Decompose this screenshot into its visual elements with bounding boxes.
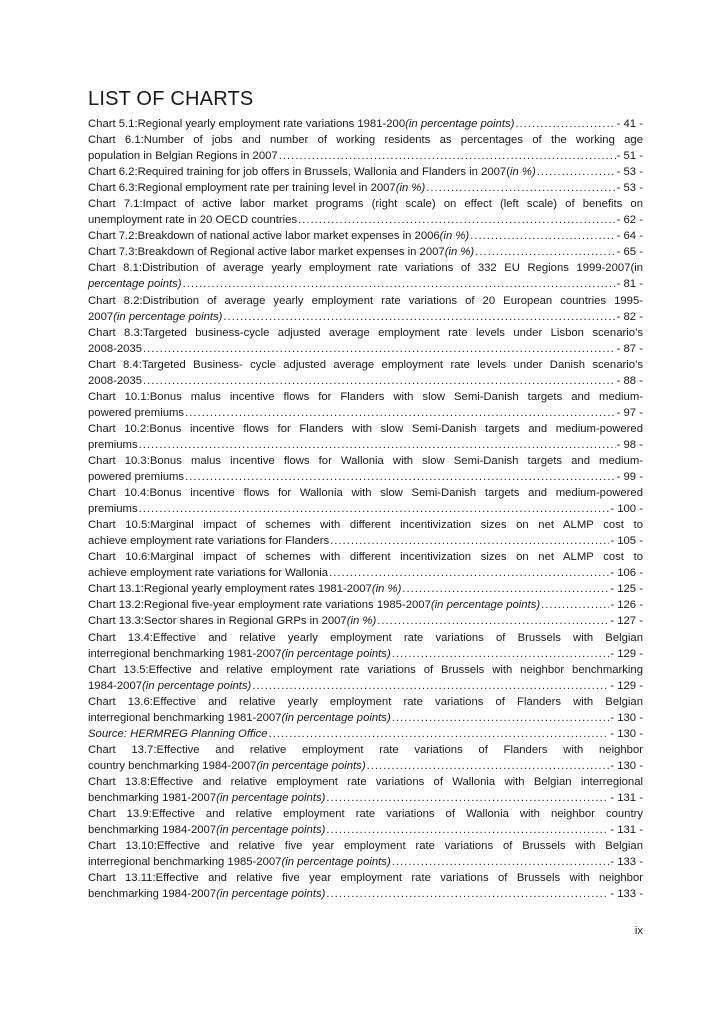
- dot-leader: [475, 244, 615, 260]
- toc-entry-label-italic: percentage points): [88, 278, 182, 291]
- toc-entry[interactable]: [88, 164, 643, 180]
- toc-entry[interactable]: [88, 357, 643, 389]
- toc-entry-label: [88, 646, 391, 662]
- toc-entry-last-line: [88, 710, 643, 726]
- toc-entry[interactable]: [88, 132, 643, 164]
- toc-entry[interactable]: [88, 244, 643, 260]
- toc-entry-text-line: Chart 10.5:Marginal impact of schemes with different incentivization sizes on net ALMP cost to: [88, 519, 643, 532]
- toc-entry-last-line: [88, 758, 643, 774]
- toc-entry-label-italic: (in percentage points): [256, 759, 366, 772]
- toc-entry-label-text: benchmarking 1984-2007: [88, 888, 217, 901]
- toc-entry-last-line: [88, 437, 643, 453]
- toc-entry-label-italic: (in %): [346, 615, 377, 628]
- toc-entry-last-line: [88, 565, 643, 581]
- toc-entry-label-italic: (in %): [371, 583, 402, 596]
- dot-leader: [392, 646, 610, 662]
- toc-entry-label-italic: Source: HERMREG Planning Office: [88, 727, 268, 740]
- chart-list: [88, 116, 643, 902]
- dot-leader: [537, 164, 616, 180]
- toc-entry-label-italic: (in percentage points): [216, 824, 326, 837]
- toc-entry[interactable]: [88, 581, 643, 597]
- toc-entry-label-italic: in %): [509, 166, 536, 179]
- dot-leader: [139, 437, 616, 453]
- dot-leader: [279, 148, 616, 164]
- toc-entry-label-italic: (in %): [395, 182, 426, 195]
- toc-entry-label-text: 2007: [88, 310, 114, 323]
- toc-entry-label-text: powered premiums: [88, 471, 185, 484]
- toc-entry-label: [88, 613, 376, 629]
- toc-entry-label-italic: (in percentage points): [430, 599, 541, 612]
- toc-entry-page: - 64 -: [616, 230, 643, 243]
- toc-entry-label-italic: (in percentage points): [216, 888, 326, 901]
- toc-entry[interactable]: [88, 597, 643, 613]
- toc-entry-page: - 81 -: [616, 278, 643, 291]
- toc-entry-last-line: [88, 822, 643, 838]
- toc-entry-last-line: [88, 405, 643, 421]
- toc-entry[interactable]: [88, 180, 643, 196]
- toc-entry-last-line: [88, 164, 643, 180]
- toc-entry-page: - 53 -: [616, 182, 643, 195]
- toc-entry-label-text: benchmarking 1984-2007: [88, 824, 217, 837]
- toc-entry[interactable]: [88, 485, 643, 517]
- toc-entry-label-text: benchmarking 1981-2007: [88, 791, 217, 804]
- toc-entry[interactable]: [88, 630, 643, 662]
- dot-leader: [223, 309, 615, 325]
- toc-entry[interactable]: [88, 325, 643, 357]
- toc-entry[interactable]: [88, 838, 643, 870]
- toc-entry-label: [88, 726, 268, 742]
- toc-entry-label-italic: (in percentage points): [281, 711, 391, 724]
- toc-entry[interactable]: [88, 453, 643, 485]
- toc-entry-page: - 106 -: [610, 567, 643, 580]
- toc-entry-page: - 125 -: [610, 583, 643, 596]
- toc-entry-last-line: [88, 726, 643, 742]
- toc-entry-last-line: [88, 501, 643, 517]
- toc-entry[interactable]: [88, 196, 643, 228]
- list-of-charts-page: [88, 86, 643, 902]
- toc-entry-last-line: [88, 148, 643, 164]
- toc-entry-label-italic: (in percentage points): [281, 856, 391, 869]
- dot-leader: [185, 469, 616, 485]
- toc-entry-page: - 129 -: [610, 679, 643, 692]
- toc-entry-last-line: [88, 597, 643, 613]
- toc-entry-last-line: [88, 373, 643, 389]
- toc-entry-label: [88, 501, 138, 517]
- toc-entry[interactable]: [88, 293, 643, 325]
- toc-entry-label: [88, 405, 184, 421]
- toc-entry-text-line: Chart 7.1:Impact of active labor market programs (right scale) on effect (left scale) of benefits on: [88, 198, 643, 211]
- toc-entry-text-line: Chart 13.5:Effective and relative employment rate variations of Brussels with neighbor benchmarking: [88, 663, 643, 676]
- dot-leader: [470, 228, 615, 244]
- toc-entry-last-line: [88, 116, 643, 132]
- toc-entry-last-line: [88, 533, 643, 549]
- toc-entry-text-line: Chart 13.11:Effective and relative five year employment rate variations of Brussels with neighbor: [88, 872, 643, 885]
- toc-entry-label-text: Chart 13.2:Regional five-year employment rate variations 1985-2007: [88, 599, 431, 612]
- toc-entry-label-text: 1984-2007: [88, 679, 143, 692]
- toc-entry-page: - 130 -: [610, 711, 643, 724]
- dot-leader: [330, 533, 609, 549]
- toc-entry-last-line: [88, 613, 643, 629]
- toc-entry-label-italic: (in percentage points): [113, 310, 223, 323]
- toc-entry-last-line: [88, 790, 643, 806]
- dot-leader: [326, 790, 609, 806]
- toc-entry-last-line: [88, 581, 643, 597]
- toc-entry[interactable]: [88, 806, 643, 838]
- toc-entry-label-text: interregional benchmarking 1981-2007: [88, 711, 282, 724]
- toc-entry-text-line: Chart 13.9:Effective and relative employment rate variations of Wallonia with neighbor country: [88, 808, 643, 821]
- dot-leader: [329, 565, 609, 581]
- toc-entry-page: - 82 -: [616, 310, 643, 323]
- dot-leader: [143, 341, 616, 357]
- toc-entry-page: - 98 -: [616, 438, 643, 451]
- toc-entry-page: - 133 -: [610, 888, 643, 901]
- toc-entry-label-italic: (in percentage points): [216, 791, 326, 804]
- toc-entry-text-line: Chart 13.6:Effective and relative yearly employment rate variations of Flanders with Belgian: [88, 695, 643, 708]
- toc-entry-page: - 65 -: [616, 246, 643, 259]
- toc-entry-label: [88, 437, 138, 453]
- toc-entry-label: [88, 244, 474, 260]
- toc-entry-page: - 99 -: [616, 471, 643, 484]
- toc-entry-label-text: achieve employment rate variations for Flanders: [88, 535, 330, 548]
- toc-entry-page: - 105 -: [610, 535, 643, 548]
- toc-entry-text-line: Chart 13.8:Effective and relative employment rate variations of Wallonia with Belgian interregional: [88, 775, 643, 788]
- toc-entry[interactable]: [88, 726, 643, 742]
- toc-entry-label-text: unemployment rate in 20 OECD countries: [88, 214, 298, 227]
- toc-entry-page: - 62 -: [616, 214, 643, 227]
- toc-entry-label: [88, 164, 536, 180]
- toc-entry-last-line: [88, 341, 643, 357]
- toc-entry[interactable]: [88, 116, 643, 132]
- toc-entry-last-line: [88, 180, 643, 196]
- toc-entry-last-line: [88, 678, 643, 694]
- toc-entry[interactable]: [88, 613, 643, 629]
- toc-entry[interactable]: [88, 662, 643, 694]
- toc-entry-page: - 100 -: [610, 503, 643, 516]
- toc-entry[interactable]: [88, 260, 643, 292]
- toc-entry[interactable]: [88, 228, 643, 244]
- toc-entry-label-italic: (in percentage points): [405, 118, 515, 130]
- toc-entry-label: [88, 180, 425, 196]
- toc-entry-page: - 133 -: [610, 856, 643, 869]
- toc-entry-label: [88, 854, 391, 870]
- toc-entry-label-italic: (in %): [439, 230, 470, 243]
- toc-entry-label: [88, 790, 325, 806]
- toc-entry-text-line: Chart 10.4:Bonus incentive flows for Wallonia with slow Semi-Danish targets and medium-powered: [88, 487, 643, 500]
- toc-entry-page: - 126 -: [610, 599, 643, 612]
- toc-entry-page: - 53 -: [616, 166, 643, 179]
- toc-entry-text-line: Chart 8.1:Distribution of average yearly employment rate variations of 332 EU Regions 1999-2007(in: [88, 262, 643, 275]
- toc-entry-last-line: [88, 646, 643, 662]
- toc-entry-label-text: interregional benchmarking 1985-2007: [88, 856, 282, 869]
- toc-entry-label-text: Chart 7.2:Breakdown of national active labor market expenses in 2006: [88, 230, 440, 243]
- toc-entry-text-line: Chart 8.4:Targeted Business- cycle adjusted average employment rate levels under Danish scenario’s: [88, 358, 643, 371]
- toc-entry-text-line: Chart 10.3:Bonus malus incentive flows for Wallonia with slow Semi-Danish targets and medium-: [88, 454, 643, 467]
- toc-entry-last-line: [88, 244, 643, 260]
- dot-leader: [541, 597, 609, 613]
- toc-entry-page: - 88 -: [616, 374, 643, 387]
- toc-entry-page: - 130 -: [610, 727, 643, 740]
- toc-entry-label-text: interregional benchmarking 1981-2007: [88, 647, 282, 660]
- toc-entry-text-line: Chart 8.3:Targeted business-cycle adjusted average employment rate levels under Lisbon scenario’s: [88, 326, 643, 339]
- toc-entry-label: [88, 533, 329, 549]
- dot-leader: [392, 854, 610, 870]
- toc-entry-label-text: 2008-2035: [88, 342, 143, 355]
- toc-entry[interactable]: [88, 870, 643, 902]
- toc-entry[interactable]: [88, 742, 643, 774]
- toc-entry-label: [88, 581, 401, 597]
- toc-entry-label-italic: (in %): [444, 246, 475, 259]
- toc-entry-page: - 51 -: [616, 150, 643, 163]
- toc-entry-label-text: 2008-2035: [88, 374, 143, 387]
- page-number: ix: [634, 925, 643, 937]
- toc-entry[interactable]: [88, 774, 643, 806]
- dot-leader: [326, 886, 609, 902]
- dot-leader: [298, 212, 616, 228]
- toc-entry-label: [88, 678, 251, 694]
- toc-entry-label: [88, 469, 184, 485]
- toc-entry-label: [88, 116, 514, 132]
- toc-entry-label: [88, 276, 182, 292]
- toc-entry-last-line: [88, 228, 643, 244]
- toc-entry-label-text: country benchmarking 1984-2007: [88, 759, 257, 772]
- toc-entry-label-text: Chart 6.3:Regional employment rate per training level in 2007: [88, 182, 396, 195]
- toc-entry-page: - 131 -: [610, 791, 643, 804]
- toc-entry-label-italic: (in percentage points): [142, 679, 252, 692]
- toc-entry-text-line: Chart 10.6:Marginal impact of schemes with different incentivization sizes on net ALMP cost to: [88, 551, 643, 564]
- toc-entry-last-line: [88, 276, 643, 292]
- toc-entry-page: - 41 -: [616, 118, 643, 130]
- dot-leader: [183, 276, 616, 292]
- toc-entry-page: - 127 -: [610, 615, 643, 628]
- toc-entry-label: [88, 886, 325, 902]
- toc-entry[interactable]: [88, 389, 643, 421]
- toc-entry-label: [88, 373, 142, 389]
- toc-entry-label-text: Chart 5.1:Regional yearly employment rate variations 1981-200: [88, 118, 406, 130]
- toc-entry[interactable]: [88, 517, 643, 549]
- toc-entry-label-text: Chart 13.3:Sector shares in Regional GRPs in 2007: [88, 615, 347, 628]
- toc-entry-label: [88, 341, 142, 357]
- dot-leader: [252, 678, 609, 694]
- toc-entry-label-text: Chart 13.1:Regional yearly employment rates 1981-2007: [88, 583, 372, 596]
- toc-entry-label-text: premiums: [88, 503, 138, 516]
- toc-entry-label: [88, 228, 469, 244]
- toc-entry-label: [88, 710, 391, 726]
- dot-leader: [367, 758, 610, 774]
- toc-entry-last-line: [88, 212, 643, 228]
- toc-entry-page: - 130 -: [610, 759, 643, 772]
- toc-entry-text-line: Chart 13.10:Effective and relative five year employment rate variations of Brussels with Belgian: [88, 840, 643, 853]
- toc-entry-label-text: Chart 6.2:Required training for job offers in Brussels, Wallonia and Flanders in 2007(: [88, 166, 510, 179]
- toc-entry-page: - 129 -: [610, 647, 643, 660]
- dot-leader: [426, 180, 615, 196]
- toc-entry-label: [88, 822, 325, 838]
- toc-entry-text-line: Chart 6.1:Number of jobs and number of working residents as percentages of the working age: [88, 134, 643, 147]
- dot-leader: [402, 581, 609, 597]
- dot-leader: [143, 373, 616, 389]
- toc-entry-label-text: achieve employment rate variations for Wallonia: [88, 567, 329, 580]
- toc-entry-text-line: Chart 8.2:Distribution of average yearly employment rate variations of 20 European countries 1995-: [88, 294, 643, 307]
- toc-entry-page: - 131 -: [610, 824, 643, 837]
- toc-entry-label-text: powered premiums: [88, 406, 185, 419]
- dot-leader: [377, 613, 609, 629]
- page-title: LIST OF CHARTS: [88, 88, 254, 110]
- toc-entry[interactable]: [88, 421, 643, 453]
- toc-entry-label: [88, 565, 328, 581]
- dot-leader: [515, 116, 615, 132]
- toc-entry-label: [88, 148, 278, 164]
- toc-entry[interactable]: [88, 694, 643, 726]
- dot-leader: [185, 405, 616, 421]
- toc-entry-page: - 87 -: [616, 342, 643, 355]
- dot-leader: [392, 710, 610, 726]
- toc-entry-label-text: Chart 7.3:Breakdown of Regional active labor market expenses in 2007: [88, 246, 445, 259]
- toc-entry-last-line: [88, 469, 643, 485]
- dot-leader: [326, 822, 609, 838]
- toc-entry-last-line: [88, 886, 643, 902]
- toc-entry-text-line: Chart 13.7:Effective and relative employment rate variations of Flanders with neighbor: [88, 743, 643, 756]
- toc-entry[interactable]: [88, 549, 643, 581]
- toc-entry-label: [88, 309, 222, 325]
- dot-leader: [139, 501, 610, 517]
- toc-entry-label-italic: (in percentage points): [281, 647, 391, 660]
- toc-entry-label-text: premiums: [88, 438, 138, 451]
- toc-entry-last-line: [88, 854, 643, 870]
- toc-entry-last-line: [88, 309, 643, 325]
- toc-entry-label: [88, 212, 297, 228]
- toc-entry-page: - 97 -: [616, 406, 643, 419]
- toc-entry-text-line: Chart 10.2:Bonus incentive flows for Flanders with slow Semi-Danish targets and medium-powered: [88, 422, 643, 435]
- toc-entry-text-line: Chart 10.1:Bonus malus incentive flows for Flanders with slow Semi-Danish targets and medium-: [88, 390, 643, 403]
- toc-entry-label-text: population in Belgian Regions in 2007: [88, 150, 278, 163]
- toc-entry-label: [88, 597, 540, 613]
- dot-leader: [269, 726, 610, 742]
- toc-entry-label: [88, 758, 366, 774]
- toc-entry-text-line: Chart 13.4:Effective and relative yearly employment rate variations of Brussels with Belgian: [88, 631, 643, 644]
